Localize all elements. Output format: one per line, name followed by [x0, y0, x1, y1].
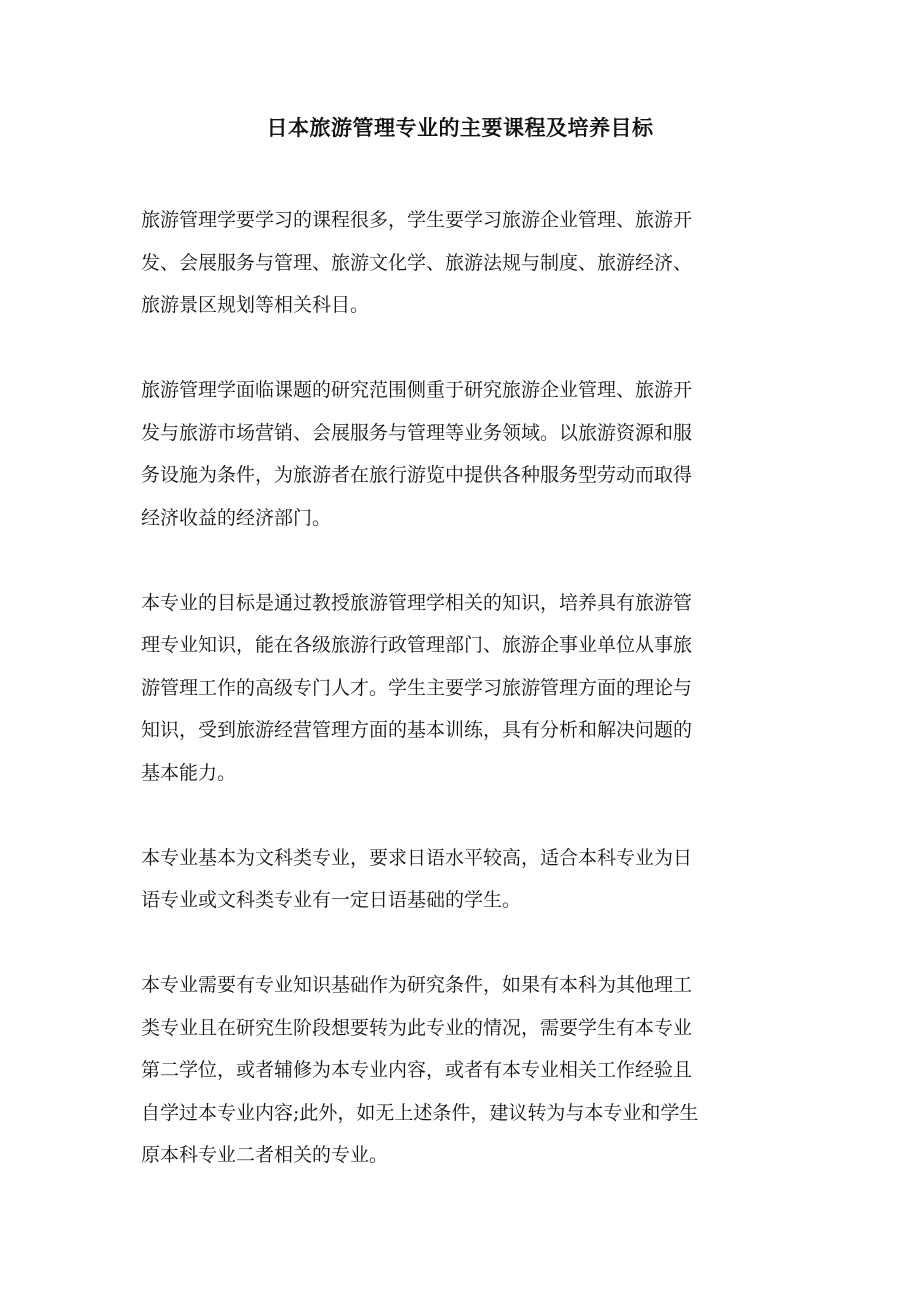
- paragraph-line: 旅游管理学要学习的课程很多，学生要学习旅游企业管理、旅游开: [141, 209, 693, 231]
- paragraph-line: 旅游管理学面临课题的研究范围侧重于研究旅游企业管理、旅游开: [141, 379, 693, 401]
- paragraph-line: 发与旅游市场营销、会展服务与管理等业务领域。以旅游资源和服: [141, 421, 693, 444]
- paragraph-3: [141, 582, 786, 795]
- paragraph-1: [141, 199, 786, 327]
- paragraph-line: 发、会展服务与管理、旅游文化学、旅游法规与制度、旅游经济、: [141, 251, 693, 274]
- paragraph-line: 务设施为条件，为旅游者在旅行游览中提供各种服务型劳动而取得: [141, 464, 693, 486]
- paragraph-line: 游管理工作的高级专门人才。学生主要学习旅游管理方面的理论与: [141, 676, 693, 699]
- paragraph-4: [141, 837, 786, 922]
- paragraph-line: 知识，受到旅游经营管理方面的基本训练，具有分析和解决问题的: [141, 719, 693, 741]
- paragraph-line: 第二学位，或者辅修为本专业内容，或者有本专业相关工作经验且: [141, 1059, 693, 1081]
- paragraph-line: 理专业知识，能在各级旅游行政管理部门、旅游企事业单位从事旅: [141, 634, 693, 656]
- paragraph-line: 旅游景区规划等相关科目。: [141, 294, 370, 316]
- paragraph-line: 语专业或文科类专业有一定日语基础的学生。: [141, 889, 522, 911]
- paragraph-line: 本专业基本为文科类专业，要求日语水平较高，适合本科专业为日: [141, 846, 693, 869]
- paragraph-line: 本专业的目标是通过教授旅游管理学相关的知识，培养具有旅游管: [141, 591, 693, 614]
- document-title: 日本旅游管理专业的主要课程及培养目标: [266, 115, 654, 140]
- paragraph-line: 本专业需要有专业知识基础作为研究条件，如果有本科为其他理工: [141, 974, 693, 996]
- paragraph-line: 类专业且在研究生阶段想要转为此专业的情况，需要学生有本专业: [141, 1016, 693, 1039]
- paragraph-line: 经济收益的经济部门。: [141, 506, 332, 529]
- paragraph-line: 基本能力。: [141, 761, 237, 784]
- paragraph-line: 自学过本专业内容;此外，如无上述条件，建议转为与本专业和学生: [141, 1101, 699, 1124]
- paragraph-5: [141, 964, 786, 1177]
- paragraph-line: 原本科专业二者相关的专业。: [141, 1144, 389, 1166]
- document-body: [141, 199, 786, 1219]
- paragraph-2: [141, 369, 786, 539]
